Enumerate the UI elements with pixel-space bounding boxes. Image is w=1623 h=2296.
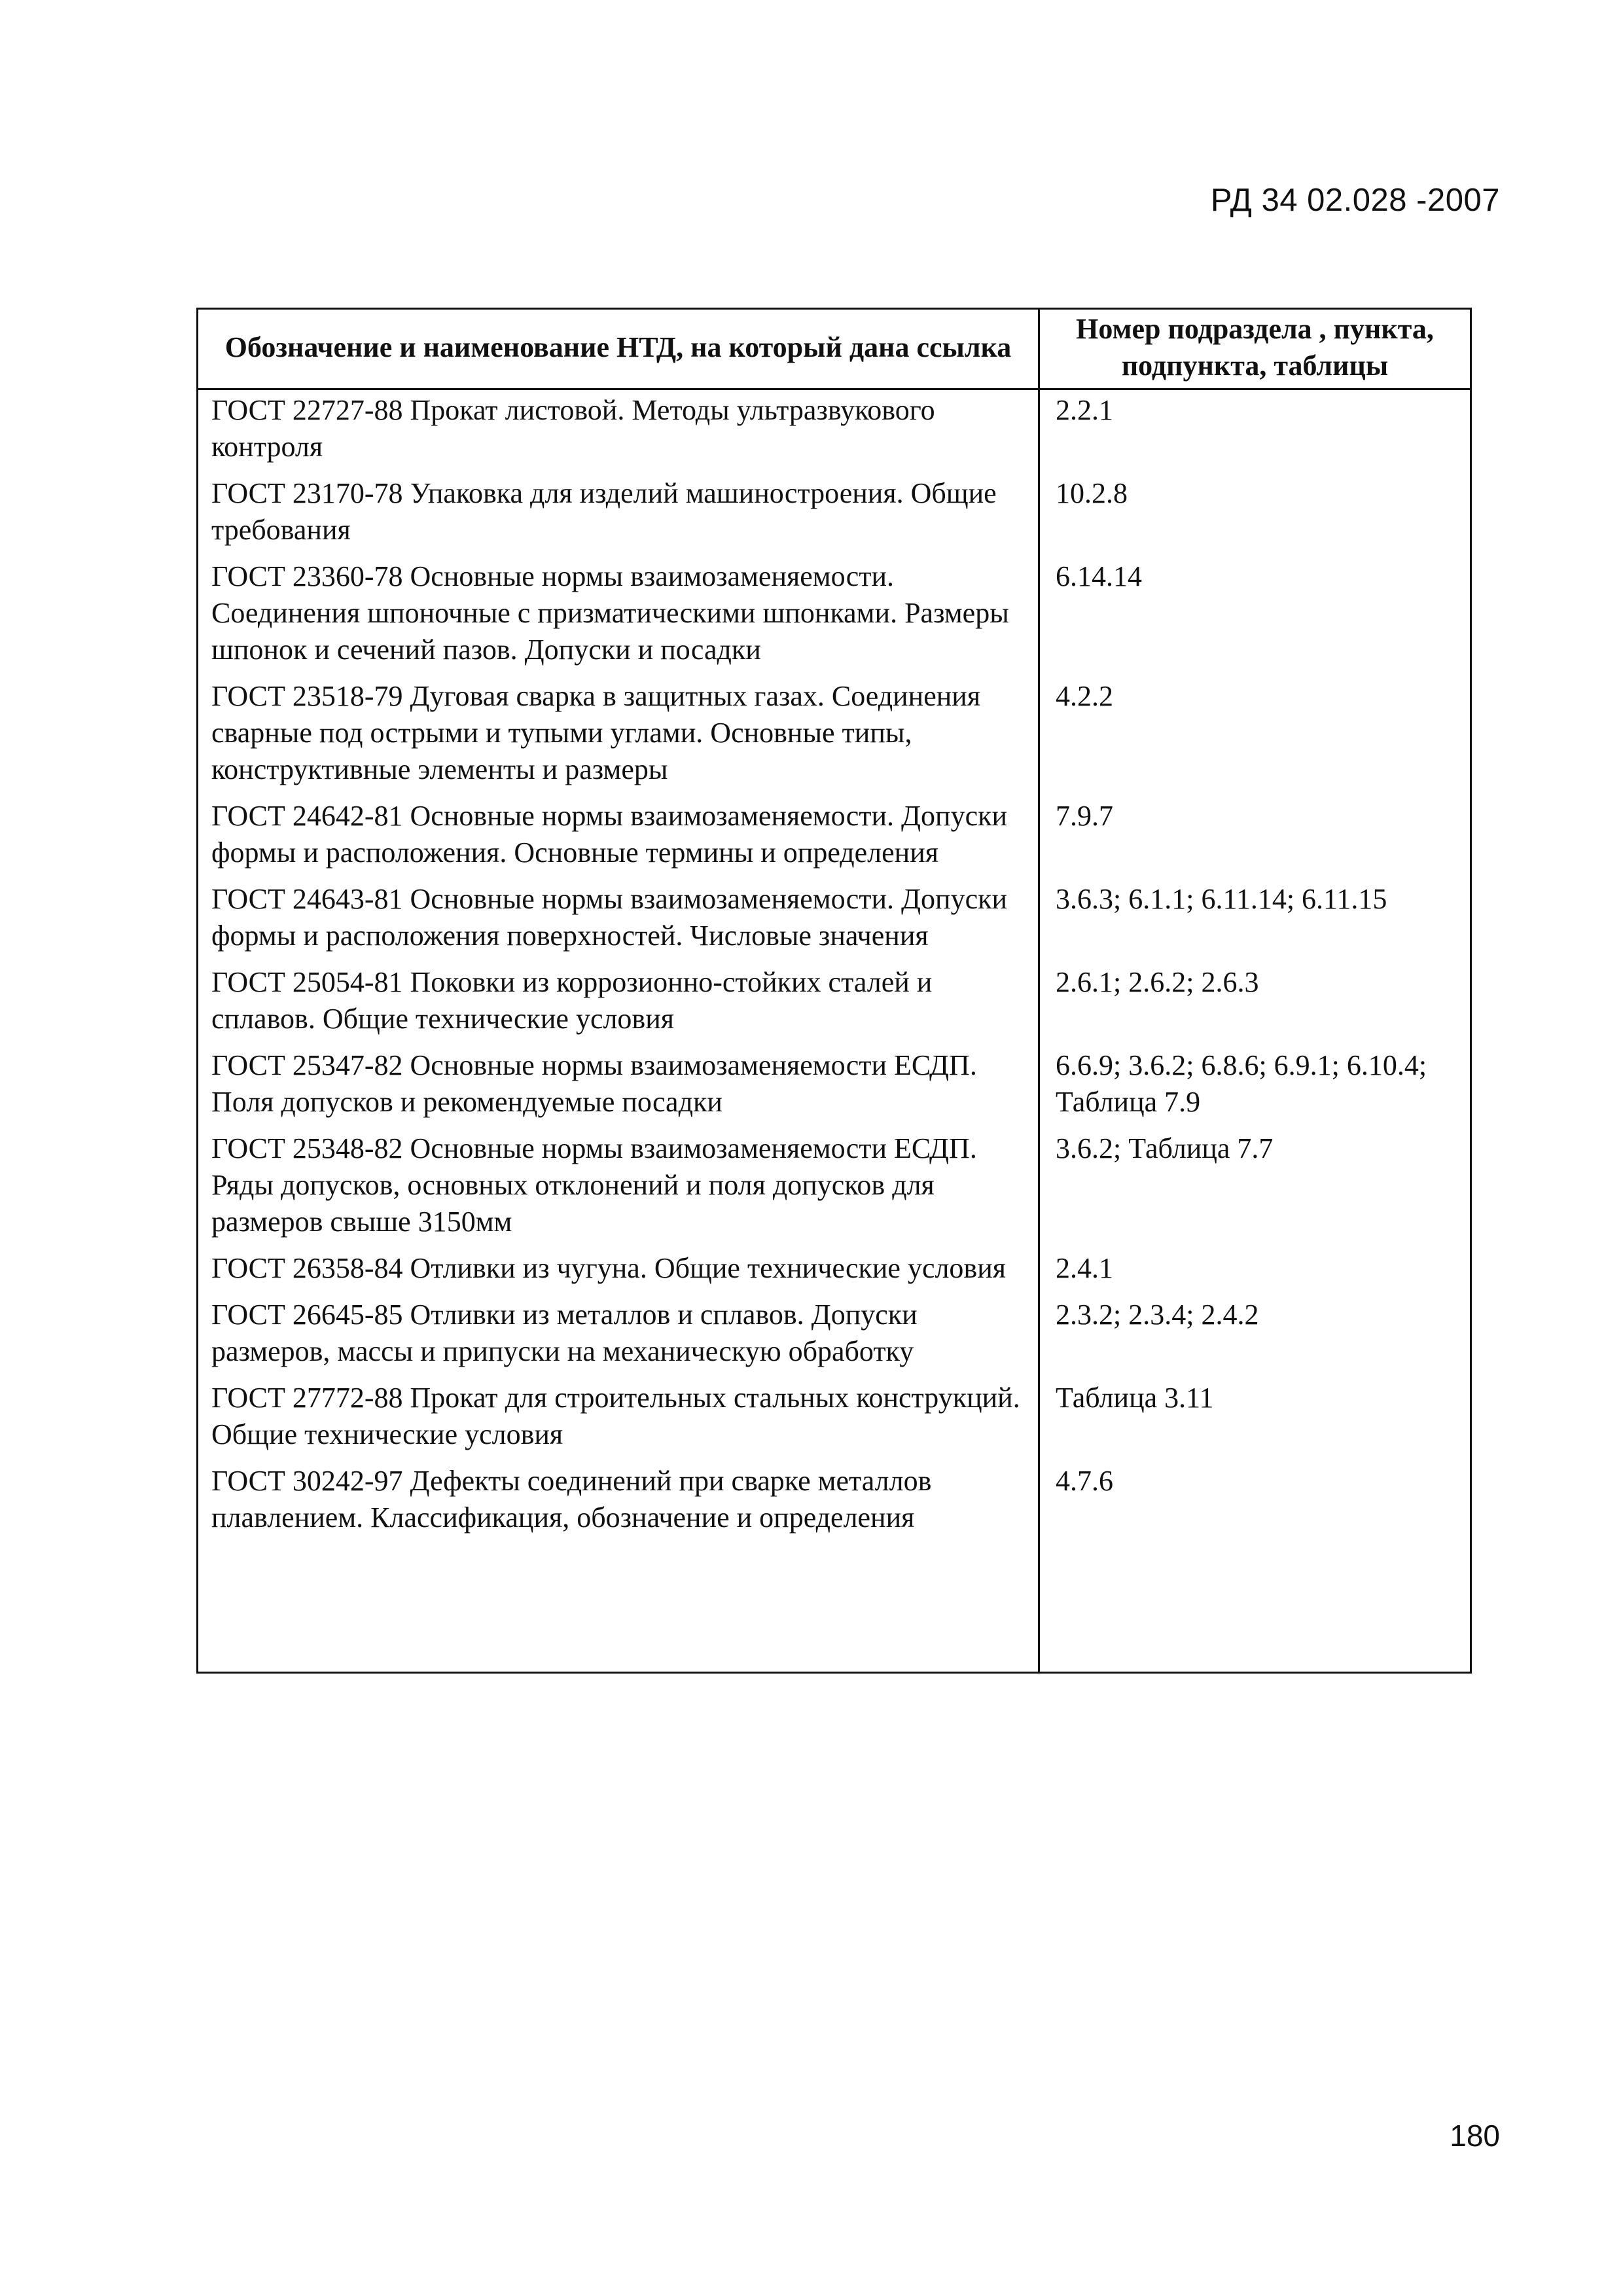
section-numbers: 4.7.6 [1039, 1461, 1471, 1544]
table-row [198, 962, 1471, 1045]
table-row [198, 1461, 1471, 1544]
section-numbers: Таблица 3.11 [1039, 1378, 1471, 1461]
section-numbers: 2.4.1 [1039, 1248, 1471, 1295]
document-reference: ГОСТ 30242-97 Дефекты соединений при сварке металлов плавлением. Классификация, обозначение и определения [198, 1461, 1039, 1544]
table-row [198, 556, 1471, 676]
empty-cell [198, 1544, 1039, 1673]
document-reference: ГОСТ 22727-88 Прокат листовой. Методы ультразвукового контроля [198, 389, 1039, 474]
column-header-document: Обозначение и наименование НТД, на который дана ссылка [198, 309, 1039, 389]
document-reference: ГОСТ 27772-88 Прокат для строительных стальных конструкций. Общие технические условия [198, 1378, 1039, 1461]
table-row [198, 879, 1471, 962]
section-numbers: 3.6.3; 6.1.1; 6.11.14; 6.11.15 [1039, 879, 1471, 962]
section-numbers: 3.6.2; Таблица 7.7 [1039, 1128, 1471, 1248]
table-row [198, 796, 1471, 879]
page-number: 180 [1450, 2119, 1500, 2153]
document-reference: ГОСТ 26358-84 Отливки из чугуна. Общие технические условия [198, 1248, 1039, 1295]
document-reference: ГОСТ 25348-82 Основные нормы взаимозаменяемости ЕСДП. Ряды допусков, основных отклонений и поля допусков для размеров свыше 3150мм [198, 1128, 1039, 1248]
table-row [198, 1045, 1471, 1128]
section-numbers: 4.2.2 [1039, 676, 1471, 796]
table-row [198, 1378, 1471, 1461]
document-reference: ГОСТ 26645-85 Отливки из металлов и сплавов. Допуски размеров, массы и припуски на механическую обработку [198, 1295, 1039, 1378]
section-numbers: 10.2.8 [1039, 473, 1471, 556]
document-reference: ГОСТ 24643-81 Основные нормы взаимозаменяемости. Допуски формы и расположения поверхностей. Числовые значения [198, 879, 1039, 962]
table-row [198, 473, 1471, 556]
references-table [196, 308, 1472, 1674]
section-numbers: 2.3.2; 2.3.4; 2.4.2 [1039, 1295, 1471, 1378]
section-numbers: 6.6.9; 3.6.2; 6.8.6; 6.9.1; 6.10.4; Таблица 7.9 [1039, 1045, 1471, 1128]
document-reference: ГОСТ 23360-78 Основные нормы взаимозаменяемости. Соединения шпоночные с призматическими шпонками. Размеры шпонок и сечений пазов. Допуски и посадки [198, 556, 1039, 676]
document-code: РД 34 02.028 -2007 [1210, 183, 1500, 218]
table-row [198, 1248, 1471, 1295]
document-reference: ГОСТ 24642-81 Основные нормы взаимозаменяемости. Допуски формы и расположения. Основные термины и определения [198, 796, 1039, 879]
section-numbers: 6.14.14 [1039, 556, 1471, 676]
section-numbers: 2.2.1 [1039, 389, 1471, 474]
table-header-row [198, 309, 1471, 389]
document-reference: ГОСТ 25347-82 Основные нормы взаимозаменяемости ЕСДП. Поля допусков и рекомендуемые посадки [198, 1045, 1039, 1128]
table-row [198, 389, 1471, 474]
table-row [198, 1295, 1471, 1378]
table-row [198, 676, 1471, 796]
empty-cell [1039, 1544, 1471, 1673]
document-reference: ГОСТ 23170-78 Упаковка для изделий машиностроения. Общие требования [198, 473, 1039, 556]
document-reference: ГОСТ 23518-79 Дуговая сварка в защитных газах. Соединения сварные под острыми и тупыми углами. Основные типы, конструктивные элементы и размеры [198, 676, 1039, 796]
section-numbers: 7.9.7 [1039, 796, 1471, 879]
table-row [198, 1128, 1471, 1248]
column-header-sections: Номер подраздела , пункта, подпункта, таблицы [1039, 309, 1471, 389]
document-reference: ГОСТ 25054-81 Поковки из коррозионно-стойких сталей и сплавов. Общие технические условия [198, 962, 1039, 1045]
empty-table-row [198, 1544, 1471, 1673]
section-numbers: 2.6.1; 2.6.2; 2.6.3 [1039, 962, 1471, 1045]
